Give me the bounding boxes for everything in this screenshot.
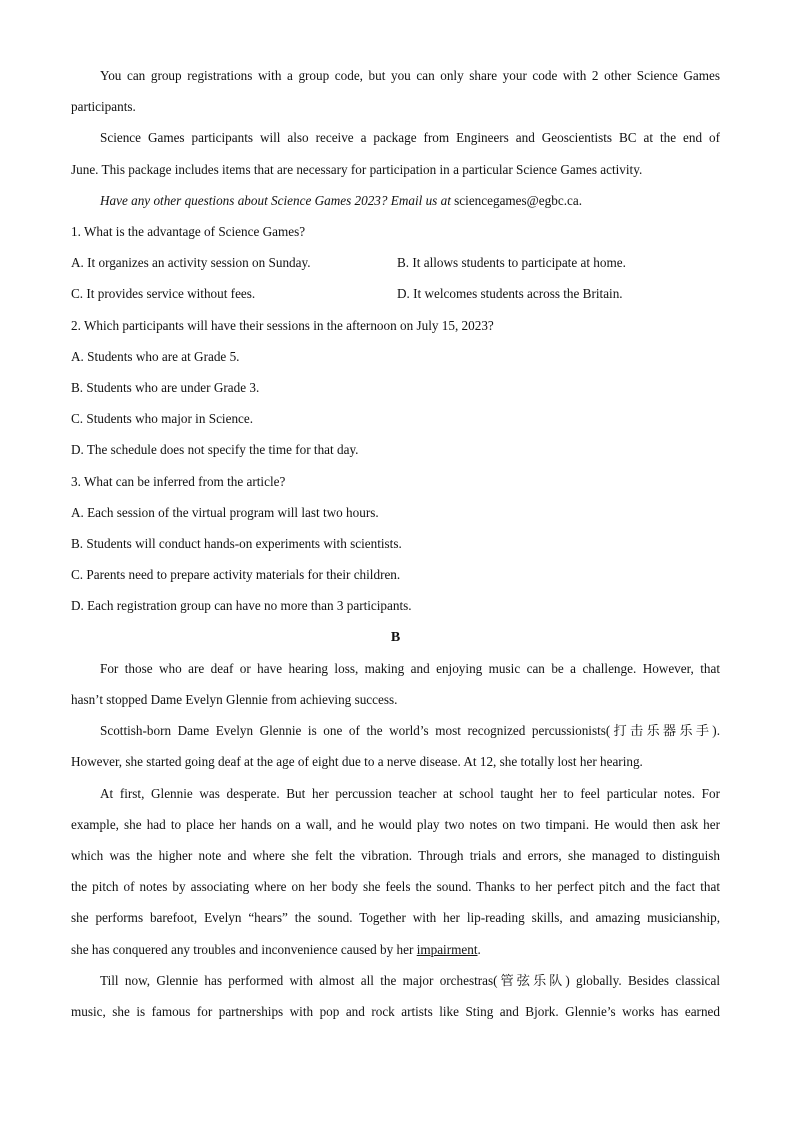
text-segment: music, she is famous for partnerships with pop and rock artists like Sting and Bjork. Glennie’s works has earned xyxy=(71,1004,720,1019)
text-segment: However, she started going deaf at the age of eight due to a nerve disease. At 12, she totally lost her hearing. xyxy=(71,754,643,770)
underlined-word: impairment xyxy=(416,941,478,957)
text-line xyxy=(71,161,720,179)
text-line xyxy=(100,722,720,740)
text-line xyxy=(100,785,720,803)
text-line xyxy=(71,348,720,366)
text-line xyxy=(71,566,720,584)
text-line xyxy=(71,847,720,865)
text-segment: B. Students will conduct hands-on experiments with scientists. xyxy=(71,536,402,551)
text-segment: the pitch of notes by associating where on her body she feels the sound. Thanks to her perfect pitch and the fact that xyxy=(71,879,720,895)
text-segment: 1. What is the advantage of Science Games? xyxy=(71,224,306,239)
section-heading xyxy=(71,629,720,647)
text-segment: At first, Glennie was desperate. But her percussion teacher at school taught her to feel particular notes. For xyxy=(100,785,720,801)
text-segment: Scottish-born Dame Evelyn Glennie is one of the world’s most recognized percussionists(打击乐器乐手). xyxy=(100,723,720,739)
text-segment: Science Games participants will also receive a package from Engineers and Geoscientists BC at the end of xyxy=(100,130,720,146)
text-segment: 2. Which participants will have their sessions in the afternoon on July 15, 2023? xyxy=(71,317,494,333)
option-right-column: B. It allows students to participate at home. xyxy=(397,255,626,271)
text-line xyxy=(71,285,720,303)
text-line xyxy=(71,691,720,709)
text-segment: A. Students who are at Grade 5. xyxy=(71,348,240,364)
text-segment: example, she had to place her hands on a wall, and he would play two notes on two timpani. He would then ask her xyxy=(71,816,720,832)
text-line xyxy=(71,98,720,116)
text-segment: B. Students who are under Grade 3. xyxy=(71,380,260,395)
text-segment: Till now, Glennie has performed with almost all the major orchestras(管弦乐队) globally. Besides classical xyxy=(100,972,720,988)
text-segment: she has conquered any troubles and inconvenience caused by her xyxy=(71,941,417,957)
text-segment: B xyxy=(390,629,401,645)
text-segment: C. Parents need to prepare activity materials for their children. xyxy=(71,567,401,583)
text-segment: participants. xyxy=(71,99,136,115)
text-line xyxy=(71,597,720,615)
text-segment: C. Students who major in Science. xyxy=(71,411,254,427)
text-segment: 3. What can be inferred from the article? xyxy=(71,473,286,489)
text-line xyxy=(100,660,720,678)
text-segment: C. It provides service without fees. xyxy=(71,286,256,302)
text-segment: You can group registrations with a group code, but you can only share your code with 2 other Science Games xyxy=(100,68,720,83)
text-line xyxy=(71,254,720,272)
text-line xyxy=(71,909,720,927)
text-line xyxy=(100,192,720,210)
text-line xyxy=(100,129,720,147)
text-line xyxy=(71,878,720,896)
text-segment: which was the higher note and where she felt the vibration. Through trials and errors, she managed to distinguish xyxy=(71,848,720,863)
text-line xyxy=(71,223,720,241)
text-line xyxy=(71,410,720,428)
text-line xyxy=(71,1003,720,1021)
text-line xyxy=(71,816,720,834)
text-segment: she performs barefoot, Evelyn “hears” the sound. Together with her lip-reading skills, and amazing musicianship, xyxy=(71,910,720,926)
text-segment: A. It organizes an activity session on Sunday. xyxy=(71,255,311,271)
text-line xyxy=(71,473,720,491)
text-segment: D. Each registration group can have no more than 3 participants. xyxy=(71,598,412,614)
text-line xyxy=(71,317,720,335)
text-segment: . xyxy=(477,941,481,957)
text-line xyxy=(71,753,720,771)
option-right-column: D. It welcomes students across the Britain. xyxy=(397,286,623,302)
text-line xyxy=(71,441,720,459)
text-segment: June. This package includes items that are necessary for participation in a particular Science Games activity. xyxy=(71,161,643,177)
text-line xyxy=(71,941,720,959)
text-line xyxy=(71,504,720,522)
text-segment: D. The schedule does not specify the time for that day. xyxy=(71,442,359,458)
text-segment: sciencegames@egbc.ca. xyxy=(454,192,583,208)
text-line xyxy=(71,379,720,397)
text-line xyxy=(100,972,720,990)
text-line xyxy=(71,535,720,553)
text-segment: hasn’t stopped Dame Evelyn Glennie from achieving success. xyxy=(71,692,398,707)
text-line xyxy=(100,67,720,85)
italic-text: Have any other questions about Science Games 2023? Email us at xyxy=(100,192,455,208)
text-segment: For those who are deaf or have hearing loss, making and enjoying music can be a challenge. However, that xyxy=(100,660,720,676)
text-segment: A. Each session of the virtual program will last two hours. xyxy=(71,504,379,520)
